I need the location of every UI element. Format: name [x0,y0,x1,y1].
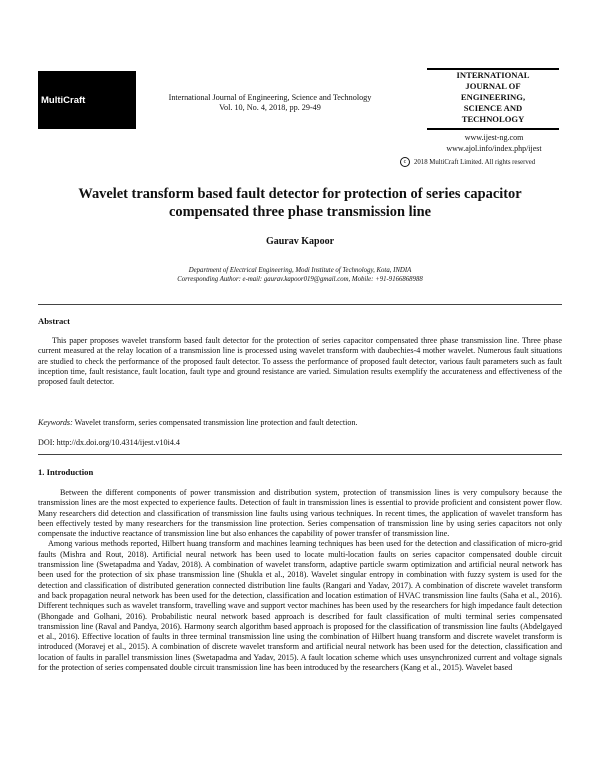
keywords-text: Wavelet transform, series compensated transmission line protection and fault detection. [74,418,358,427]
journal-box-bottom-rule [427,128,559,130]
doi[interactable]: DOI: http://dx.doi.org/10.4314/ijest.v10i4.4 [38,438,180,447]
copyright-icon: c [400,157,410,167]
journal-citation [140,93,400,113]
copyright-line [400,157,600,167]
multicraft-logo [38,71,136,129]
keywords [38,418,562,427]
journal-box-line-1: INTERNATIONAL [456,70,530,80]
paper-title-line-1: Wavelet transform based fault detector for protection of series capacitor [78,186,522,202]
journal-url-2[interactable]: www.ajol.info/index.php/ijest [446,143,542,153]
journal-box-line-3: ENGINEERING, [460,92,526,102]
abstract-top-rule [38,304,562,305]
copyright-text: 2018 MultiCraft Limited. All rights reserved [414,158,536,166]
affiliation-text: Department of Electrical Engineering, Modi Institute of Technology, Kota, INDIA [188,267,412,274]
corresponding-author: Corresponding Author: e-mail: gaurav.kapoor019@gmail.com, Mobile: +91-9166868988 [177,276,423,283]
paper-title [60,185,540,221]
journal-volume: Vol. 10, No. 4, 2018, pp. 29-49 [219,103,321,112]
intro-heading: 1. Introduction [38,467,94,477]
paper-author: Gaurav Kapoor [265,236,335,247]
intro-body [38,488,562,673]
intro-paragraph-2: Among various methods reported, Hilbert huang transform and machines learning techniques has been used for the detection and classification of micro-grid faults (Mishra and Rout, 2018). Artificial neural network has been used to locate multi-location faults on series capacitor compensated double circuit transmission line (Swetapadma and Yadav, 2018). A combination of wavelet transform, adaptive particle swarm optimization and artificial neural network has been used for the protection of six phase transmission line (Shukla et al., 2018). Wavelet singular entropy in combination with fuzzy system is used for the detection and classification of distributed generation connected distribution line faults (Rangari and Yadav, 2017). A combination of discrete wavelet transform and back propagation neural network has been used for the detection, classification and location estimation of HVAC transmission line faults (Saha et al., 2016). Different techniques such as wavelet transform, travelling wave and support vector machines has been used by the researchers for high impedance fault detection (Bhongade and Golhani, 2016). Probabilistic neural network based approach is described for fault classification of multi terminal series compensated transmission line (Raval and Pandya, 2016). Harmony search algorithm based approach is proposed for the classification of transmission line faults (Abdelgayed et al., 2016). Effective location of faults in three terminal transmission line using the combination of Hilbert huang transform and discrete wavelet transform is introduced (Moravej et al., 2015). A combination of discrete wavelet transform and artificial neural network has been used for the detection, classification and location of faults in parallel transmission lines (Swetapadma and Yadav, 2015). A fault location scheme which uses unsynchronized current and voltage signals for the protection of series compensated double circuit transmission line has been introduced by the researchers (Kang et al., 2015). Wavelet based [38,539,562,673]
paper-title-line-2: compensated three phase transmission line [169,204,431,220]
journal-box-line-2: JOURNAL OF [465,81,521,91]
keywords-label: Keywords: [38,418,73,427]
intro-paragraph-1: Between the different components of power transmission and distribution system, protection of transmission lines is very compulsory because the transmission lines are the most expected to experience faults. Detection of fault in transmission lines is essential to provide proficient and consistent power flow. Many researchers did detection and classification of transmission line faults using various techniques. In recent times, the application of wavelet transform has been effectively tested by many researchers for the transmission line protection. Series compensation of transmission line by using series capacitors not only compensate the inductive reactance of transmission line but also enhances the capability of power transfer of transmission line. [38,488,562,539]
journal-url-1[interactable]: www.ijest-ng.com [464,133,524,142]
logo-text: MultiCraft [41,94,86,106]
journal-links [395,133,593,154]
intro-top-rule [38,454,562,455]
abstract-heading: Abstract [38,316,70,326]
journal-box [427,70,559,125]
abstract-body [38,336,562,387]
journal-name: International Journal of Engineering, Science and Technology [168,93,372,102]
abstract-text: This paper proposes wavelet transform based fault detector for the protection of series capacitor compensated three phase transmission line. Three phase current measured at the relay location of a transmission line is processed using wavelet transform with daubechies-4 mother wavelet. Numerous fault situations are studied to check the performance of the proposed fault detector. To assess the performance of proposed fault detector, various fault parameters such as fault inception time, fault resistance, fault location, fault type and ground resistance are varied. Simulation results exemplify the accurateness and effectiveness of the proposed fault detector. [38,336,562,387]
author-affiliation [100,266,500,284]
journal-box-line-5: TECHNOLOGY [461,114,525,124]
journal-box-line-4: SCIENCE AND [463,103,523,113]
